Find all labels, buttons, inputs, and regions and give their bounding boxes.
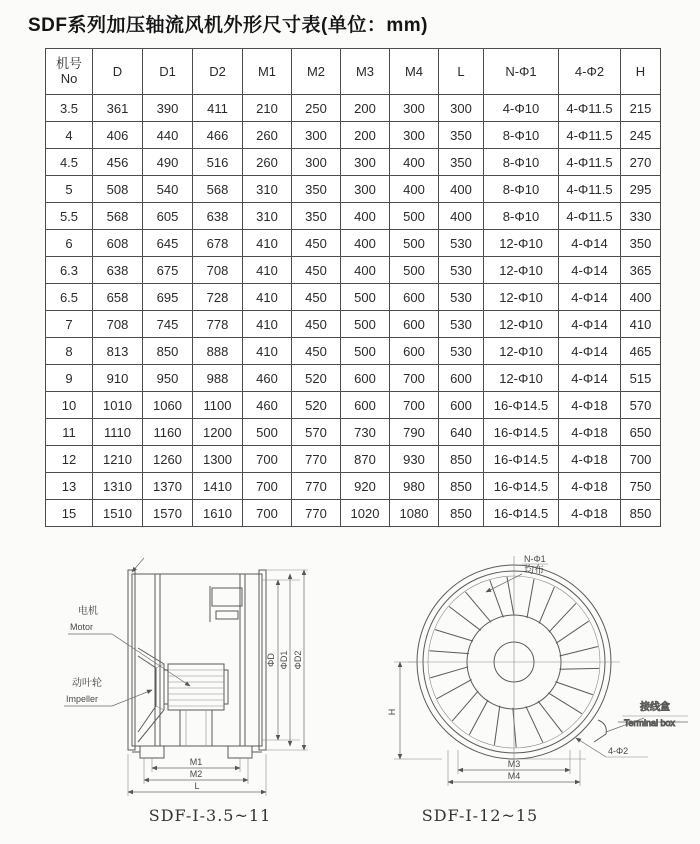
table-cell: 350 bbox=[292, 176, 341, 203]
table-cell: 6.3 bbox=[46, 257, 93, 284]
motor-label bbox=[68, 604, 190, 686]
table-row bbox=[46, 122, 661, 149]
table-cell: 8-Φ10 bbox=[484, 149, 559, 176]
table-cell: 1020 bbox=[341, 500, 390, 527]
table-cell: 400 bbox=[341, 203, 390, 230]
table-cell: 770 bbox=[292, 473, 341, 500]
table-cell: 813 bbox=[93, 338, 143, 365]
table-cell: 400 bbox=[621, 284, 661, 311]
table-cell: 1160 bbox=[143, 419, 193, 446]
table-cell: 450 bbox=[292, 338, 341, 365]
table-row bbox=[46, 230, 661, 257]
table-cell: 350 bbox=[439, 122, 484, 149]
page-title: SDF系列加压轴流风机外形尺寸表(单位：mm) bbox=[28, 15, 428, 36]
dimension-table bbox=[45, 48, 661, 527]
table-cell: 4-Φ14 bbox=[559, 230, 621, 257]
table-cell: 568 bbox=[93, 203, 143, 230]
table-cell: 1310 bbox=[93, 473, 143, 500]
table-cell: 850 bbox=[439, 446, 484, 473]
table-cell: 600 bbox=[390, 284, 439, 311]
svg-text:均布: 均布 bbox=[524, 565, 544, 576]
table-cell: 1610 bbox=[193, 500, 243, 527]
table-cell: 4-Φ14 bbox=[559, 284, 621, 311]
table-cell: 350 bbox=[621, 230, 661, 257]
table-cell: 850 bbox=[621, 500, 661, 527]
table-cell: 400 bbox=[439, 203, 484, 230]
table-row bbox=[46, 473, 661, 500]
table-cell: 4-Φ11.5 bbox=[559, 122, 621, 149]
table-cell: 980 bbox=[390, 473, 439, 500]
table-cell: 245 bbox=[621, 122, 661, 149]
table-cell: 4-Φ11.5 bbox=[559, 95, 621, 122]
column-header-d: D bbox=[93, 49, 143, 95]
table-row bbox=[46, 338, 661, 365]
table-cell: 570 bbox=[292, 419, 341, 446]
table-cell: 16-Φ14.5 bbox=[484, 446, 559, 473]
table-cell: 4-Φ11.5 bbox=[559, 149, 621, 176]
table-cell: 300 bbox=[390, 95, 439, 122]
column-header-m2: M2 bbox=[292, 49, 341, 95]
table-cell: 8-Φ10 bbox=[484, 122, 559, 149]
table-cell: 600 bbox=[439, 392, 484, 419]
svg-text:ΦD: ΦD bbox=[266, 653, 276, 667]
table-row bbox=[46, 311, 661, 338]
svg-text:ΦD2: ΦD2 bbox=[293, 650, 303, 670]
table-cell: 12-Φ10 bbox=[484, 284, 559, 311]
table-cell: 1260 bbox=[143, 446, 193, 473]
figures-section bbox=[0, 548, 700, 844]
table-cell: 920 bbox=[341, 473, 390, 500]
svg-text:接线盒: 接线盒 bbox=[640, 702, 670, 713]
table-row bbox=[46, 203, 661, 230]
table-cell: 700 bbox=[243, 446, 292, 473]
svg-text:M4: M4 bbox=[507, 771, 521, 781]
table-cell: 700 bbox=[243, 473, 292, 500]
table-cell: 200 bbox=[341, 95, 390, 122]
table-cell: 270 bbox=[621, 149, 661, 176]
table-cell: 8 bbox=[46, 338, 93, 365]
table-cell: 745 bbox=[143, 311, 193, 338]
column-header-d1: D1 bbox=[143, 49, 193, 95]
table-cell: 11 bbox=[46, 419, 93, 446]
table-cell: 4-Φ11.5 bbox=[559, 203, 621, 230]
table-cell: 4-Φ14 bbox=[559, 365, 621, 392]
junction-box bbox=[210, 586, 242, 622]
table-cell: 530 bbox=[439, 257, 484, 284]
table-cell: 400 bbox=[341, 230, 390, 257]
table-cell: 1510 bbox=[93, 500, 143, 527]
table-row bbox=[46, 500, 661, 527]
table-cell: 12-Φ10 bbox=[484, 365, 559, 392]
table-cell: 295 bbox=[621, 176, 661, 203]
table-cell: 520 bbox=[292, 392, 341, 419]
svg-text:M3: M3 bbox=[507, 759, 521, 769]
table-cell: 440 bbox=[143, 122, 193, 149]
table-cell: 1110 bbox=[93, 419, 143, 446]
hub-and-center bbox=[408, 556, 620, 778]
table-cell: 1060 bbox=[143, 392, 193, 419]
table-cell: 300 bbox=[341, 176, 390, 203]
table-cell: 410 bbox=[243, 230, 292, 257]
table-cell: 910 bbox=[93, 365, 143, 392]
svg-text:Motor: Motor bbox=[70, 622, 94, 632]
table-cell: 508 bbox=[93, 176, 143, 203]
machine-no-en: No bbox=[60, 70, 78, 86]
bottom-dimensions-left-figure bbox=[128, 754, 266, 796]
table-cell: 500 bbox=[390, 257, 439, 284]
table-cell: 650 bbox=[621, 419, 661, 446]
table-cell: 700 bbox=[390, 365, 439, 392]
table-cell: 16-Φ14.5 bbox=[484, 500, 559, 527]
table-cell: 250 bbox=[292, 95, 341, 122]
table-cell: 260 bbox=[243, 122, 292, 149]
table-row bbox=[46, 446, 661, 473]
table-cell: 12-Φ10 bbox=[484, 230, 559, 257]
table-cell: 7 bbox=[46, 311, 93, 338]
svg-text:Impeller: Impeller bbox=[66, 694, 99, 704]
table-cell: 460 bbox=[243, 392, 292, 419]
table-cell: 490 bbox=[143, 149, 193, 176]
table-cell: 6.5 bbox=[46, 284, 93, 311]
table-cell: 465 bbox=[621, 338, 661, 365]
table-cell: 888 bbox=[193, 338, 243, 365]
table-cell: 365 bbox=[621, 257, 661, 284]
table-cell: 988 bbox=[193, 365, 243, 392]
side-view-drawing bbox=[60, 556, 340, 808]
table-cell: 1100 bbox=[193, 392, 243, 419]
table-cell: 4 bbox=[46, 122, 93, 149]
table-cell: 400 bbox=[390, 176, 439, 203]
svg-text:动叶轮: 动叶轮 bbox=[72, 678, 102, 689]
table-cell: 600 bbox=[390, 338, 439, 365]
table-cell: 530 bbox=[439, 338, 484, 365]
column-header-m3: M3 bbox=[341, 49, 390, 95]
impeller-label bbox=[64, 676, 152, 706]
table-cell: 640 bbox=[439, 419, 484, 446]
table-row bbox=[46, 257, 661, 284]
table-cell: 400 bbox=[390, 149, 439, 176]
table-cell: 400 bbox=[439, 176, 484, 203]
table-cell: 300 bbox=[292, 149, 341, 176]
table-cell: 4-Φ11.5 bbox=[559, 176, 621, 203]
table-cell: 12-Φ10 bbox=[484, 311, 559, 338]
table-cell: 406 bbox=[93, 122, 143, 149]
table-cell: 390 bbox=[143, 95, 193, 122]
table-cell: 770 bbox=[292, 446, 341, 473]
table-cell: 310 bbox=[243, 203, 292, 230]
table-cell: 12 bbox=[46, 446, 93, 473]
motor-body bbox=[164, 664, 228, 746]
bottom-dimensions-right-figure bbox=[448, 750, 586, 786]
flange-holes-label bbox=[576, 738, 648, 757]
table-cell: 520 bbox=[292, 365, 341, 392]
table-cell: 778 bbox=[193, 311, 243, 338]
table-row bbox=[46, 176, 661, 203]
table-cell: 4-Φ10 bbox=[484, 95, 559, 122]
table-cell: 1570 bbox=[143, 500, 193, 527]
table-cell: 516 bbox=[193, 149, 243, 176]
column-header-m4: M4 bbox=[390, 49, 439, 95]
table-row bbox=[46, 365, 661, 392]
svg-text:ΦD1: ΦD1 bbox=[279, 650, 289, 670]
terminal-box bbox=[594, 700, 688, 742]
table-cell: 675 bbox=[143, 257, 193, 284]
table-cell: 6 bbox=[46, 230, 93, 257]
table-cell: 500 bbox=[390, 203, 439, 230]
table-cell: 8-Φ10 bbox=[484, 203, 559, 230]
svg-text:Terminal box: Terminal box bbox=[624, 718, 676, 728]
table-cell: 350 bbox=[439, 149, 484, 176]
table-row bbox=[46, 95, 661, 122]
table-cell: 500 bbox=[341, 338, 390, 365]
table-cell: 300 bbox=[292, 122, 341, 149]
column-header-l: L bbox=[439, 49, 484, 95]
table-cell: 530 bbox=[439, 311, 484, 338]
table-cell: 850 bbox=[439, 500, 484, 527]
table-cell: 658 bbox=[93, 284, 143, 311]
table-cell: 708 bbox=[193, 257, 243, 284]
table-cell: 1210 bbox=[93, 446, 143, 473]
table-cell: 450 bbox=[292, 284, 341, 311]
svg-text:4-Φ2: 4-Φ2 bbox=[608, 746, 629, 756]
table-cell: 1410 bbox=[193, 473, 243, 500]
table-cell: 700 bbox=[390, 392, 439, 419]
table-cell: 456 bbox=[93, 149, 143, 176]
table-cell: 4-Φ14 bbox=[559, 257, 621, 284]
table-cell: 1300 bbox=[193, 446, 243, 473]
caption-front-view: SDF-I-12~15 bbox=[421, 806, 539, 825]
table-cell: 850 bbox=[143, 338, 193, 365]
table-cell: 450 bbox=[292, 257, 341, 284]
svg-text:N-Φ1: N-Φ1 bbox=[524, 554, 546, 564]
column-header-machine-no bbox=[46, 49, 93, 95]
table-cell: 4.5 bbox=[46, 149, 93, 176]
table-cell: 1080 bbox=[390, 500, 439, 527]
column-header-n-phi1: N-Φ1 bbox=[484, 49, 559, 95]
table-cell: 4-Φ18 bbox=[559, 446, 621, 473]
table-cell: 600 bbox=[439, 365, 484, 392]
table-cell: 500 bbox=[390, 230, 439, 257]
table-cell: 4-Φ18 bbox=[559, 473, 621, 500]
column-header-4-phi2: 4-Φ2 bbox=[559, 49, 621, 95]
table-cell: 361 bbox=[93, 95, 143, 122]
table-cell: 605 bbox=[143, 203, 193, 230]
table-cell: 500 bbox=[341, 311, 390, 338]
table-cell: 1200 bbox=[193, 419, 243, 446]
table-cell: 400 bbox=[341, 257, 390, 284]
table-cell: 200 bbox=[341, 122, 390, 149]
table-cell: 4-Φ14 bbox=[559, 338, 621, 365]
table-cell: 750 bbox=[621, 473, 661, 500]
table-header-row bbox=[46, 49, 661, 95]
caption-side-view: SDF-I-3.5~11 bbox=[148, 806, 272, 825]
table-cell: 410 bbox=[243, 257, 292, 284]
table-cell: 460 bbox=[243, 365, 292, 392]
table-cell: 500 bbox=[341, 284, 390, 311]
table-cell: 930 bbox=[390, 446, 439, 473]
table-cell: 695 bbox=[143, 284, 193, 311]
table-cell: 310 bbox=[243, 176, 292, 203]
table-cell: 950 bbox=[143, 365, 193, 392]
table-cell: 10 bbox=[46, 392, 93, 419]
table-cell: 708 bbox=[93, 311, 143, 338]
table-row bbox=[46, 392, 661, 419]
table-row bbox=[46, 149, 661, 176]
table-cell: 3.5 bbox=[46, 95, 93, 122]
svg-text:M1: M1 bbox=[189, 757, 203, 767]
table-header bbox=[46, 49, 661, 95]
table-cell: 568 bbox=[193, 176, 243, 203]
column-header-d2: D2 bbox=[193, 49, 243, 95]
table-row bbox=[46, 284, 661, 311]
table-cell: 260 bbox=[243, 149, 292, 176]
table-cell: 600 bbox=[390, 311, 439, 338]
table-cell: 608 bbox=[93, 230, 143, 257]
table-cell: 790 bbox=[390, 419, 439, 446]
table-cell: 730 bbox=[341, 419, 390, 446]
machine-no-cn: 机号 bbox=[55, 55, 82, 71]
table-cell: 700 bbox=[243, 500, 292, 527]
table-cell: 350 bbox=[292, 203, 341, 230]
table-cell: 870 bbox=[341, 446, 390, 473]
table-cell: 4-Φ14 bbox=[559, 311, 621, 338]
table-cell: 466 bbox=[193, 122, 243, 149]
table-cell: 16-Φ14.5 bbox=[484, 473, 559, 500]
table-cell: 450 bbox=[292, 230, 341, 257]
table-cell: 530 bbox=[439, 284, 484, 311]
table-cell: 530 bbox=[439, 230, 484, 257]
table-cell: 410 bbox=[243, 311, 292, 338]
table-cell: 215 bbox=[621, 95, 661, 122]
table-cell: 728 bbox=[193, 284, 243, 311]
table-cell: 12-Φ10 bbox=[484, 257, 559, 284]
table-cell: 500 bbox=[243, 419, 292, 446]
svg-text:L: L bbox=[194, 781, 200, 791]
column-header-m1: M1 bbox=[243, 49, 292, 95]
table-cell: 5 bbox=[46, 176, 93, 203]
table-cell: 411 bbox=[193, 95, 243, 122]
table-cell: 1010 bbox=[93, 392, 143, 419]
table-cell: 4-Φ18 bbox=[559, 419, 621, 446]
table-cell: 300 bbox=[341, 149, 390, 176]
table-cell: 1370 bbox=[143, 473, 193, 500]
table-cell: 645 bbox=[143, 230, 193, 257]
table-cell: 5.5 bbox=[46, 203, 93, 230]
table-cell: 410 bbox=[621, 311, 661, 338]
table-cell: 410 bbox=[243, 338, 292, 365]
table-cell: 638 bbox=[193, 203, 243, 230]
table-cell: 13 bbox=[46, 473, 93, 500]
table-cell: 678 bbox=[193, 230, 243, 257]
table-row bbox=[46, 419, 661, 446]
table-cell: 540 bbox=[143, 176, 193, 203]
svg-text:H: H bbox=[387, 708, 397, 716]
table-cell: 600 bbox=[341, 365, 390, 392]
table-cell: 850 bbox=[439, 473, 484, 500]
svg-text:M2: M2 bbox=[189, 769, 203, 779]
table-cell: 300 bbox=[390, 122, 439, 149]
table-cell: 638 bbox=[93, 257, 143, 284]
table-cell: 15 bbox=[46, 500, 93, 527]
table-cell: 300 bbox=[439, 95, 484, 122]
table-cell: 12-Φ10 bbox=[484, 338, 559, 365]
table-cell: 8-Φ10 bbox=[484, 176, 559, 203]
table-cell: 210 bbox=[243, 95, 292, 122]
diameter-dimensions bbox=[262, 570, 308, 750]
table-cell: 450 bbox=[292, 311, 341, 338]
table-cell: 16-Φ14.5 bbox=[484, 392, 559, 419]
table-cell: 4-Φ18 bbox=[559, 392, 621, 419]
table-cell: 4-Φ18 bbox=[559, 500, 621, 527]
table-cell: 16-Φ14.5 bbox=[484, 419, 559, 446]
column-header-h: H bbox=[621, 49, 661, 95]
table-cell: 770 bbox=[292, 500, 341, 527]
table-cell: 330 bbox=[621, 203, 661, 230]
dimension-table-body bbox=[46, 95, 661, 527]
table-cell: 600 bbox=[341, 392, 390, 419]
front-view-drawing bbox=[362, 550, 692, 802]
svg-text:电机: 电机 bbox=[78, 606, 98, 617]
table-cell: 9 bbox=[46, 365, 93, 392]
table-cell: 515 bbox=[621, 365, 661, 392]
table-cell: 410 bbox=[243, 284, 292, 311]
table-cell: 700 bbox=[621, 446, 661, 473]
table-cell: 570 bbox=[621, 392, 661, 419]
